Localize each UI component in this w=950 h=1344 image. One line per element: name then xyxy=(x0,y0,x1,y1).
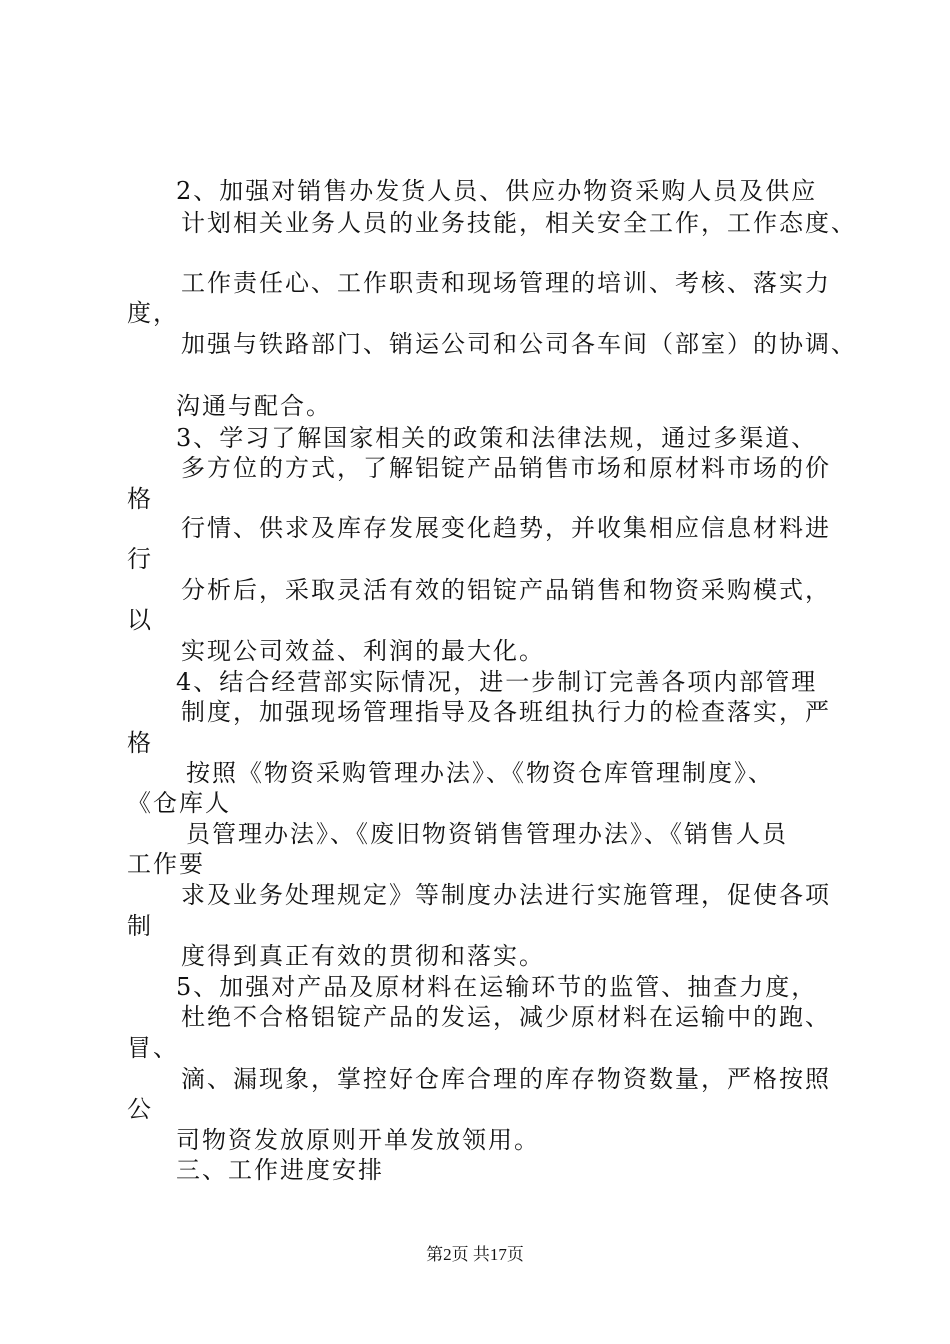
text-line: 加强与铁路部门、销运公司和公司各车间（部室）的协调、 xyxy=(181,330,857,358)
text-line: 格 xyxy=(127,729,153,757)
section-heading: 三、工作进度安排 xyxy=(176,1156,384,1184)
text-line: 度得到真正有效的贯彻和落实。 xyxy=(181,942,545,970)
text-line: 实现公司效益、利润的最大化。 xyxy=(181,637,545,665)
text-line: 多方位的方式，了解铝锭产品销售市场和原材料市场的价 xyxy=(181,454,831,482)
text-line: 3、学习了解国家相关的政策和法律法规，通过多渠道、 xyxy=(176,424,818,452)
text-line: 5、加强对产品及原材料在运输环节的监管、抽查力度， xyxy=(176,973,818,1001)
text-line: 杜绝不合格铝锭产品的发运，减少原材料在运输中的跑、 xyxy=(181,1003,831,1031)
text-line: 行情、供求及库存发展变化趋势，并收集相应信息材料进 xyxy=(181,514,831,542)
page-number: 第2页 共17页 xyxy=(426,1245,524,1264)
text-line: 《仓库人 xyxy=(127,789,231,817)
text-line: 行 xyxy=(127,545,153,573)
text-line: 度， xyxy=(127,299,179,327)
text-line: 分析后，采取灵活有效的铝锭产品销售和物资采购模式， xyxy=(181,576,831,604)
text-line: 工作要 xyxy=(127,850,205,878)
text-line: 制 xyxy=(127,912,153,940)
text-line: 司物资发放原则开单发放领用。 xyxy=(176,1126,540,1154)
text-line: 格 xyxy=(127,485,153,513)
text-line: 沟通与配合。 xyxy=(176,392,332,420)
text-line: 求及业务处理规定》等制度办法进行实施管理，促使各项 xyxy=(181,881,831,909)
text-line: 冒、 xyxy=(127,1034,179,1062)
text-line: 制度，加强现场管理指导及各班组执行力的检查落实，严 xyxy=(181,698,831,726)
text-line: 2、加强对销售办发货人员、供应办物资采购人员及供应 xyxy=(176,177,818,205)
text-line: 计划相关业务人员的业务技能，相关安全工作，工作态度、 xyxy=(181,209,857,237)
text-line: 以 xyxy=(127,606,153,634)
text-line: 按照《物资采购管理办法》、《物资仓库管理制度》、 xyxy=(186,759,774,787)
text-line: 滴、漏现象，掌控好仓库合理的库存物资数量，严格按照 xyxy=(181,1065,831,1093)
text-line: 公 xyxy=(127,1095,153,1123)
text-line: 员管理办法》、《废旧物资销售管理办法》、《销售人员 xyxy=(186,820,788,848)
text-line: 工作责任心、工作职责和现场管理的培训、考核、落实力 xyxy=(181,269,831,297)
text-line: 4、结合经营部实际情况，进一步制订完善各项内部管理 xyxy=(176,668,818,696)
